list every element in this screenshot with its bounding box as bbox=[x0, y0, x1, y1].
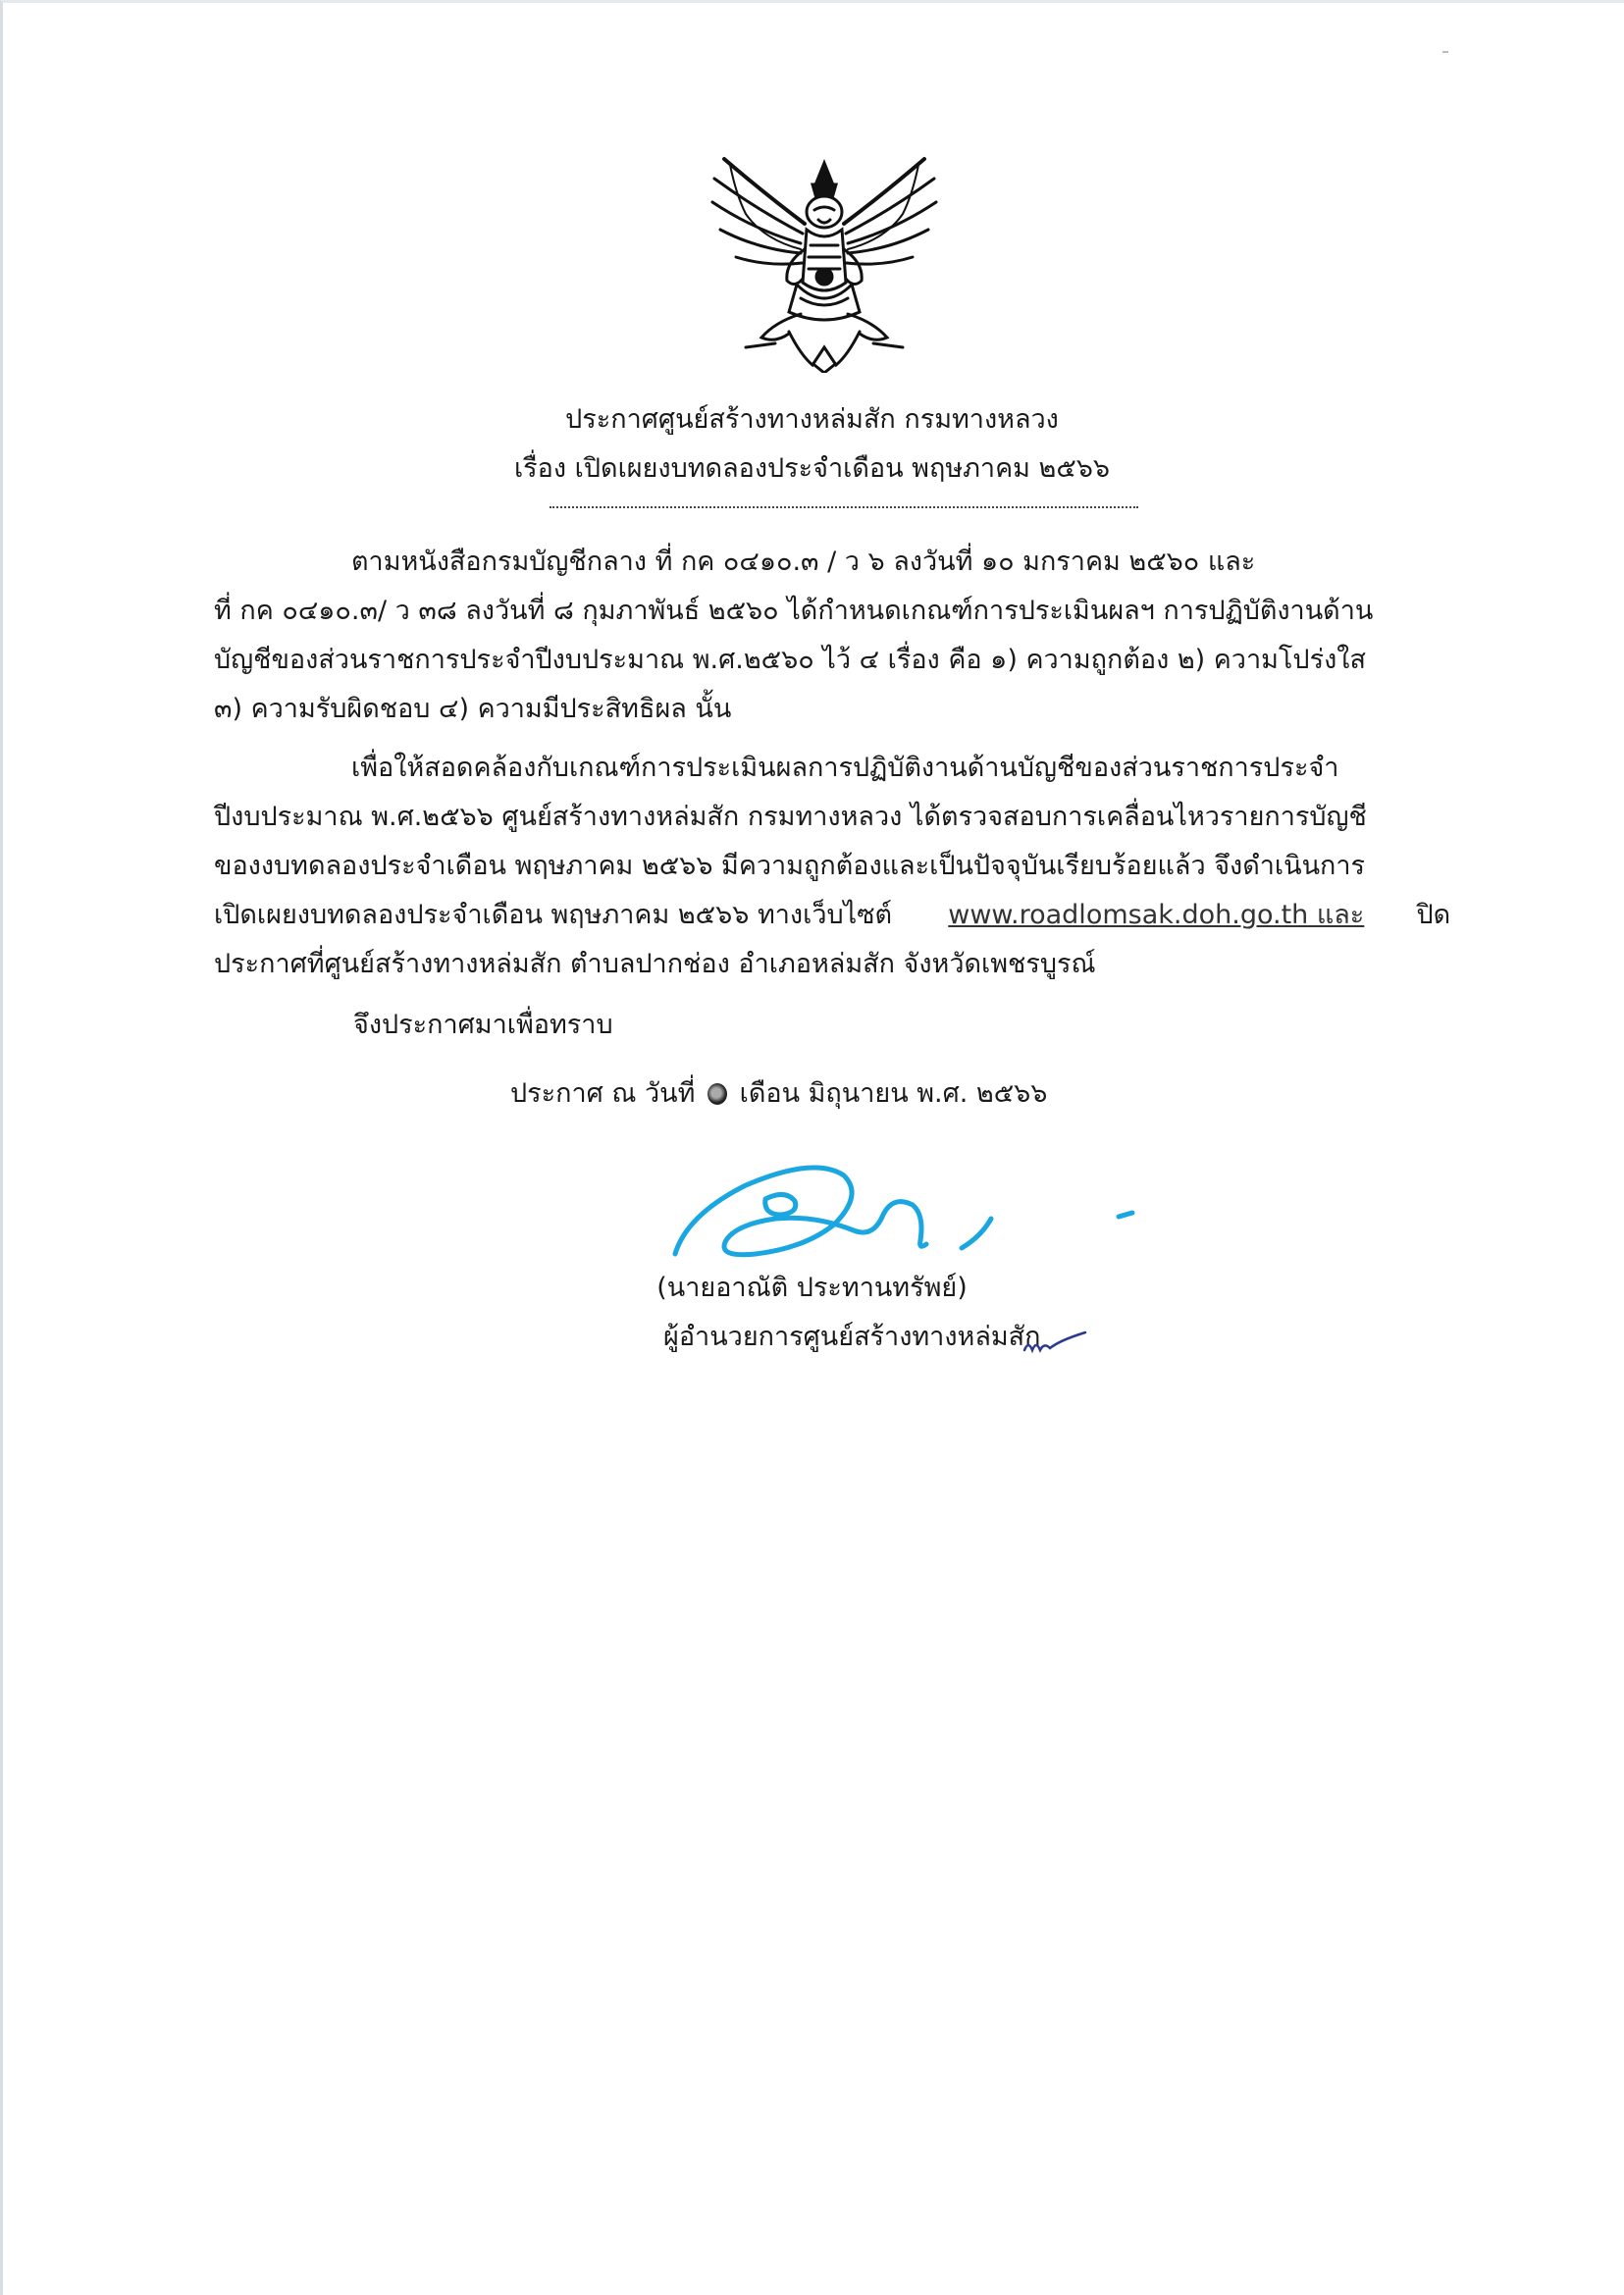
handwritten-initials bbox=[1021, 1321, 1089, 1360]
date-suffix: เดือน มิถุนายน พ.ศ. ๒๕๖๖ bbox=[739, 1078, 1048, 1109]
para1-line-2: ที่ กค ๐๔๑๐.๓/ ว ๓๘ ลงวันที่ ๘ กุมภาพันธ์ ๒๕๖๐ ได้กำหนดเกณฑ์การประเมินผลฯ การปฏิบัติงานด้าน bbox=[214, 596, 1374, 626]
announcement-subject: เรื่อง เปิดเผยงบทดลองประจำเดือน พฤษภาคม ๒๕๖๖ bbox=[513, 453, 1111, 484]
date-prefix: ประกาศ ณ วันที่ bbox=[510, 1078, 696, 1109]
para2-line-4 bbox=[214, 891, 1470, 940]
dotted-divider bbox=[550, 506, 1138, 508]
website-link[interactable]: www.roadlomsak.doh.go.th และ bbox=[948, 900, 1365, 930]
para2-line-1: เพื่อให้สอดคล้องกับเกณฑ์การประเมินผลการปฏิบัติงานด้านบัญชีของส่วนราชการประจำ bbox=[351, 753, 1339, 783]
signer-name: (นายอาณัติ ประทานทรัพย์) bbox=[656, 1273, 968, 1303]
para2-line-2: ปีงบประมาณ พ.ศ.๒๕๖๖ ศูนย์สร้างทางหล่มสัก กรมทางหลวง ได้ตรวจสอบการเคลื่อนไหวรายการบัญชี bbox=[214, 802, 1367, 832]
para1-line-4: ๓) ความรับผิดชอบ ๔) ความมีประสิทธิผล นั้น bbox=[214, 694, 732, 724]
para1-line-3: บัญชีของส่วนราชการประจำปีงบประมาณ พ.ศ.๒๕๖๐ ไว้ ๔ เรื่อง คือ ๑) ความถูกต้อง ๒) ความโปร่งใส bbox=[214, 645, 1366, 675]
paragraph-disclosure bbox=[214, 744, 1470, 989]
para2-line-5: ประกาศที่ศูนย์สร้างทางหล่มสัก ตำบลปากช่อง อำเภอหล่มสัก จังหวัดเพชรบูรณ์ bbox=[214, 949, 1096, 979]
scan-speck bbox=[1442, 51, 1448, 53]
para2-line-4-suffix: ปิด bbox=[1416, 900, 1451, 930]
garuda-emblem-icon bbox=[707, 155, 942, 373]
paragraph-reference bbox=[214, 538, 1470, 734]
para1-line-1: ตามหนังสือกรมบัญชีกลาง ที่ กค ๐๔๑๐.๓ / ว ๖ ลงวันที่ ๑๐ มกราคม ๒๕๖๐ และ bbox=[351, 547, 1256, 577]
para2-line-4-prefix: เปิดเผยงบทดลองประจำเดือน พฤษภาคม ๒๕๖๖ ทางเว็บไซต์ bbox=[214, 900, 893, 930]
announcement-title: ประกาศศูนย์สร้างทางหล่มสัก กรมทางหลวง bbox=[565, 404, 1059, 435]
signer-title: ผู้อำนวยการศูนย์สร้างทางหล่มสัก bbox=[663, 1322, 1041, 1352]
para2-line-3: ของงบทดลองประจำเดือน พฤษภาคม ๒๕๖๖ มีความถูกต้องและเป็นปัจจุบันเรียบร้อยแล้ว จึงดำเนินการ bbox=[214, 851, 1366, 881]
announcement-date bbox=[510, 1071, 1047, 1114]
handwritten-day-mark bbox=[707, 1083, 727, 1105]
handwritten-signature bbox=[667, 1146, 1138, 1274]
closing-statement: จึงประกาศมาเพื่อทราบ bbox=[353, 1010, 613, 1040]
